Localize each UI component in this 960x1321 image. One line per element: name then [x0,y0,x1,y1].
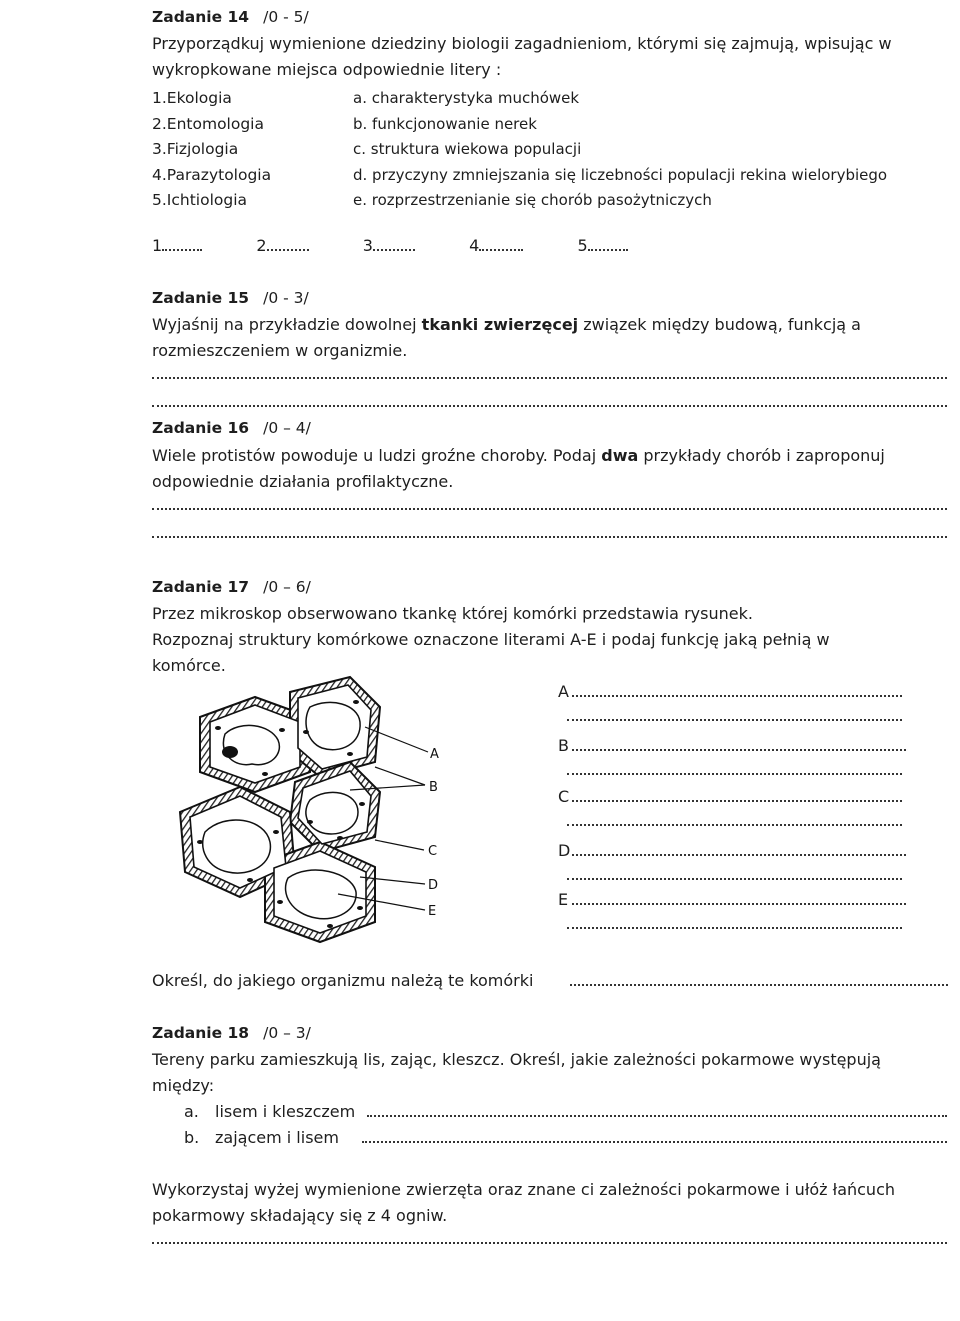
task-14-instruction-line1: Przyporządkuj wymienione dziedziny biologii zagadnieniom, którymi się zajmują, wpisując w [152,34,892,53]
label-d: D [428,878,439,893]
topic-item: e. rozprzestrzenianie się chorób pasożytniczych [353,191,712,209]
label-b: B [429,780,438,795]
pointer-line-b [375,767,425,785]
topic-item: a. charakterystyka muchówek [353,89,580,107]
task-18-final-line2: pokarmowy składający się z 4 ogniw. [152,1206,448,1225]
structure-e-label: E [558,890,569,909]
task-17-text-line2: Rozpoznaj struktury komórkowe oznaczone literami A-E i podaj funkcję jaką pełnią w [152,630,830,649]
answer-line[interactable] [567,773,902,775]
answer-blank[interactable] [267,235,309,251]
topic-item: c. struktura wiekowa populacji [353,140,582,158]
fields-list [152,86,271,214]
structure-a-label: A [558,682,569,701]
task-17-heading [152,578,311,596]
task-17-text-line1: Przez mikroskop obserwowano tkankę której komórki przedstawia rysunek. [152,604,753,623]
answer-line[interactable] [152,508,947,510]
answer-blank[interactable] [373,235,415,251]
answer-line[interactable] [567,927,902,929]
answer-blank[interactable] [162,235,202,251]
answer-number: 1 [152,236,163,255]
label-a: A [430,747,439,762]
topic-item: b. funkcjonowanie nerek [353,114,537,133]
structure-d-label: D [558,841,571,860]
task-14-instruction-line2: wykropkowane miejsca odpowiednie litery : [152,60,502,79]
pointer-line-c [375,840,424,850]
item-b-text: zającem i lisem [215,1128,339,1147]
task-15-text-line1: Wyjaśnij na przykładzie dowolnej tkanki zwierzęcej związek między budową, funkcją a [152,315,861,334]
answer-line[interactable] [567,824,902,826]
task-18-heading [152,1024,311,1042]
task-16-text-line2: odpowiednie działania profilaktyczne. [152,472,454,491]
answer-number: 2 [256,236,267,255]
answer-line[interactable] [572,903,906,905]
plant-cells-drawing [170,672,460,962]
answer-line[interactable] [567,719,902,721]
answer-line[interactable] [567,878,902,880]
task-16-title: Zadanie 16 [152,419,250,437]
answer-blank[interactable] [588,235,628,251]
task-14-title: Zadanie 14 [152,8,250,26]
answer-number: 3 [362,236,373,255]
answer-blank[interactable] [479,235,523,251]
answer-number: 4 [469,236,480,255]
task-15-title: Zadanie 15 [152,289,250,307]
item-a-marker: a. [184,1102,199,1121]
item-b-marker: b. [184,1128,200,1147]
answer-line[interactable] [572,749,906,751]
answer-line[interactable] [152,377,947,379]
task-15-points: /0 - 3/ [263,289,309,307]
topic-item: d. przyczyny zmniejszania się liczebności populacji rekina wielorybiego [353,165,888,184]
answer-line[interactable] [152,536,947,538]
answer-line[interactable] [152,405,947,407]
answer-number: 5 [577,236,588,255]
task-18-points: /0 – 3/ [263,1024,311,1042]
answer-line[interactable] [367,1115,947,1117]
task-17-title: Zadanie 17 [152,578,250,596]
item-a-text: lisem i kleszczem [215,1102,356,1121]
structure-b-label: B [558,736,569,755]
label-e: E [428,904,437,919]
answer-line[interactable] [362,1141,947,1143]
topics-list [353,86,887,214]
task-17-text-line3: komórce. [152,656,226,675]
answer-line[interactable] [572,695,902,697]
answer-line[interactable] [572,854,906,856]
answer-line[interactable] [152,1242,947,1244]
task-14-points: /0 - 5/ [263,8,309,26]
field-item: 2.Entomologia [152,114,264,133]
task-17-points: /0 – 6/ [263,578,311,596]
answer-line[interactable] [572,800,902,802]
field-item: 1.Ekologia [152,89,232,107]
field-item: 4.Parazytologia [152,165,272,184]
task-18-text-line2: między: [152,1076,215,1095]
structure-c-label: C [558,787,570,806]
task-14-heading [152,8,309,26]
field-item: 3.Fizjologia [152,140,239,158]
task-18-title: Zadanie 18 [152,1024,250,1042]
task-18-text-line1: Tereny parku zamieszkują lis, zając, kleszcz. Określ, jakie zależności pokarmowe występują [152,1050,881,1069]
task-18-final-line1: Wykorzystaj wyżej wymienione zwierzęta oraz znane ci zależności pokarmowe i ułóż łańcuch [152,1180,896,1199]
answer-line[interactable] [570,984,948,986]
task-16-text-line1: Wiele protistów powoduje u ludzi groźne choroby. Podaj dwa przykłady chorób i zaproponuj [152,446,885,465]
task-16-heading [152,419,311,437]
task-15-heading [152,289,309,307]
answer-row [152,233,628,258]
label-c: C [428,844,438,859]
task-16-points: /0 – 4/ [263,419,311,437]
task-15-text-line2: rozmieszczeniem w organizmie. [152,341,408,360]
field-item: 5.Ichtiologia [152,191,248,209]
organism-question: Określ, do jakiego organizmu należą te komórki [152,971,534,990]
